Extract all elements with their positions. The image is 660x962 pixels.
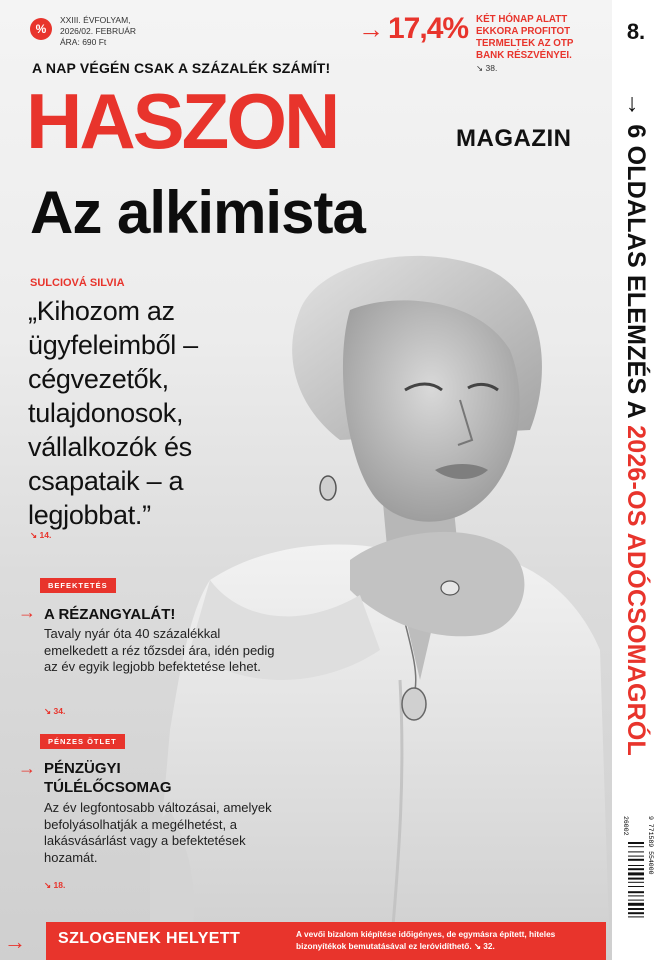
barcode-bar <box>628 868 644 870</box>
stat-line: BANK RÉSZVÉNYEI. <box>476 50 572 61</box>
section-title[interactable]: A RÉZANGYALÁT! <box>44 606 176 623</box>
banner-text <box>296 928 596 952</box>
cover-headline[interactable]: Az alkimista <box>30 179 365 246</box>
section-page-ref[interactable]: ↘ 18. <box>44 880 66 890</box>
stat-description[interactable] <box>476 14 573 62</box>
arrow-right-icon: → <box>358 14 384 44</box>
barcode-bar <box>628 895 644 896</box>
side-headline[interactable] <box>622 92 650 756</box>
arrow-right-icon: → <box>18 602 36 622</box>
barcode-code: 26002 <box>622 816 629 836</box>
banner-body: A vevői bizalom kiépítése időigényes, de egymásra épített, hiteles bizonyítékok bemutatásával ez leróvidíthető. <box>296 929 556 951</box>
stat-line: KÉT HÓNAP ALATT <box>476 14 568 25</box>
section-body: Tavaly nyár óta 40 százalékkal emelkedett a réz tőzsdei ára, idén pedig az év egyik legjobb befektetése lehet. <box>44 626 275 674</box>
cover-person-name: SULCIOVÁ SILVIA <box>30 277 125 289</box>
stat-line: TERMELTEK AZ OTP <box>476 38 574 49</box>
stat-line: EKKORA PROFITOT <box>476 26 571 37</box>
stat-page-ref[interactable]: ↘ 38. <box>476 63 498 73</box>
arrow-right-icon: → <box>18 758 36 778</box>
barcode-bar <box>628 882 644 883</box>
barcode-bar <box>628 856 644 857</box>
barcode-bar <box>628 886 644 887</box>
barcode-bar <box>628 872 644 875</box>
magazine-logo-sub: MAGAZIN <box>456 125 572 152</box>
barcode <box>618 812 652 962</box>
barcode-bar <box>628 842 644 844</box>
issue-info <box>60 15 136 48</box>
magazine-logo: HASZON <box>26 77 338 165</box>
barcode-bar <box>628 891 644 893</box>
barcode-bar <box>628 859 644 861</box>
percent-icon: % <box>30 18 52 40</box>
barcode-bar <box>628 908 644 910</box>
barcode-bar <box>628 865 644 866</box>
barcode-bar <box>628 878 644 880</box>
cover-quote: „Kihozom az ügyfeleimből – cégvezetők, tulajdonosok, vállalkozók és csapataik – a legjobbat.” <box>28 296 198 530</box>
section-title[interactable]: PÉNZÜGYI TÚLÉLŐCSOMAG <box>44 760 172 796</box>
section-page-ref[interactable]: ↘ 34. <box>44 706 66 716</box>
side-headline-red: 2026-OS ADÓCSOMAGRÓL <box>622 425 650 757</box>
arrow-right-icon: → <box>4 929 26 954</box>
banner-page-ref[interactable]: ↘ 32. <box>473 941 495 951</box>
section-body: Az év legfontosabb változásai, amelyek befolyásolhatják a megélhetést, a lakásvásárlást vagy a befektetések hozamát. <box>44 800 272 865</box>
issue-date: 2026/02. FEBRUÁR <box>60 26 137 36</box>
barcode-bar <box>628 903 644 906</box>
stat-value: 17,4% <box>388 12 469 45</box>
quote-page-ref[interactable]: ↘ 14. <box>30 530 52 540</box>
barcode-bar <box>628 916 644 917</box>
side-headline-black: → 6 OLDALAS ELEMZÉS A <box>622 92 650 426</box>
barcode-bar <box>628 900 644 901</box>
barcode-bar <box>628 851 644 852</box>
banner-title[interactable]: SZLOGENEK HELYETT <box>58 930 241 947</box>
section-tag-money-idea: PÉNZES ÖTLET <box>40 734 125 749</box>
barcode-number: 9 771589 554000 <box>647 816 654 875</box>
section-tag-investment: BEFEKTETÉS <box>40 578 116 593</box>
issue-volume: XXIII. ÉVFOLYAM, <box>60 15 131 25</box>
barcode-bar <box>628 912 644 914</box>
tagline: A NAP VÉGÉN CSAK A SZÁZALÉK SZÁMÍT! <box>32 60 331 76</box>
barcode-bar <box>628 846 644 847</box>
issue-price: ÁRA: 690 Ft <box>60 37 107 47</box>
side-issue-number: 8. <box>626 19 646 44</box>
